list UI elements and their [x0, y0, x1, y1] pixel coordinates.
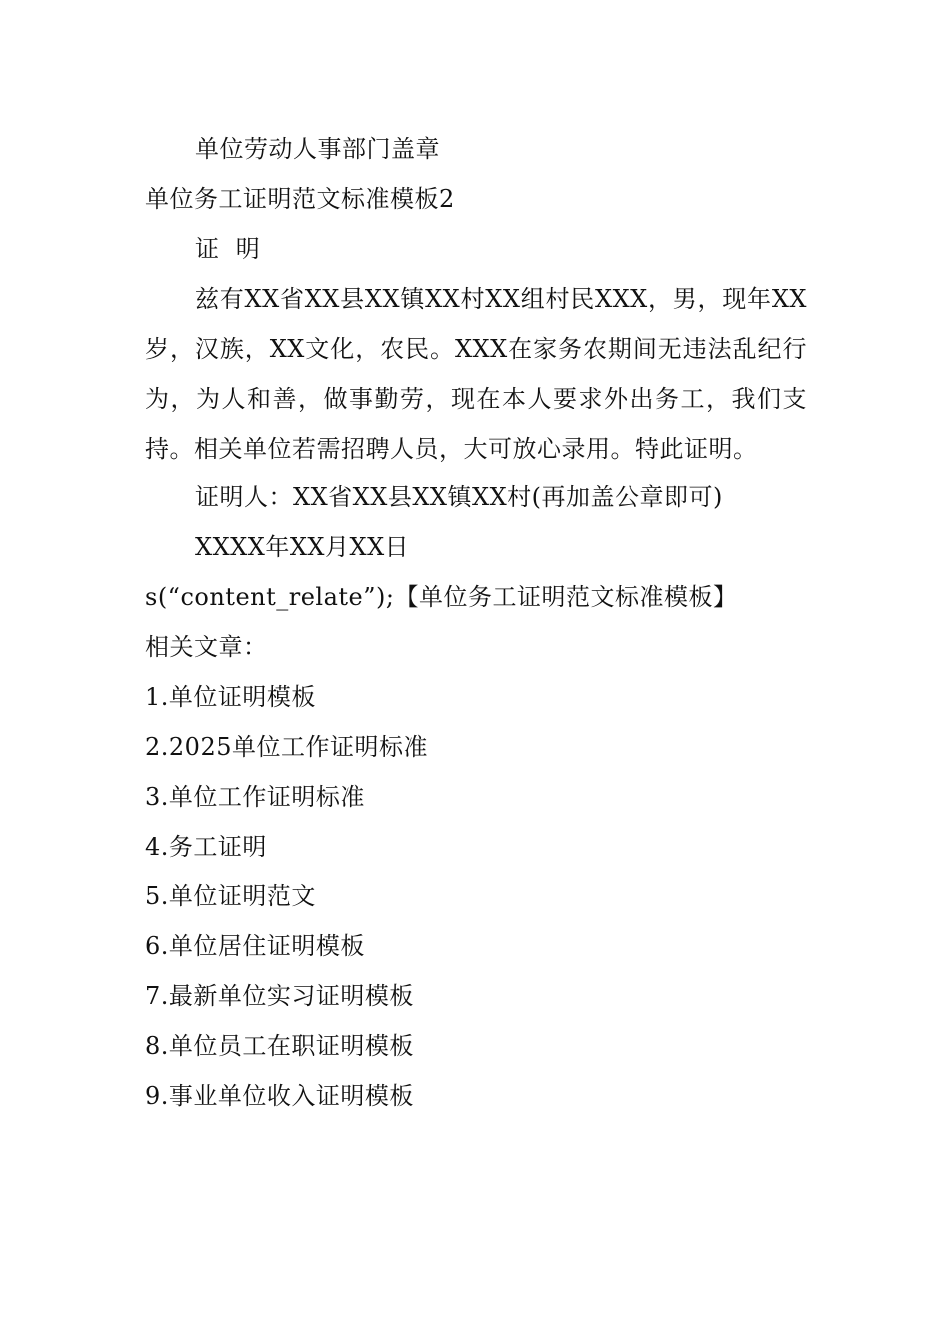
seal-line: 单位劳动人事部门盖章 — [195, 135, 440, 163]
related-article-link[interactable]: 4.务工证明 — [145, 833, 267, 861]
script-line: s(“content_relate”);【单位务工证明范文标准模板】 — [145, 583, 738, 611]
related-heading: 相关文章： — [145, 633, 268, 661]
certificate-heading: 证 明 — [195, 235, 261, 263]
related-article-link[interactable]: 1.单位证明模板 — [145, 683, 316, 711]
related-article-link[interactable]: 5.单位证明范文 — [145, 882, 316, 910]
related-article-link[interactable]: 3.单位工作证明标准 — [145, 783, 365, 811]
related-article-link[interactable]: 2.2025单位工作证明标准 — [145, 733, 428, 761]
certificate-body: 兹有XX省XX县XX镇XX村XX组村民XXX，男，现年XX岁，汉族，XX文化，农民。XXX在家务农期间无违法乱纪行为，为人和善，做事勤劳，现在本人要求外出务工，我们支持。相关单位若需招聘人员，大可放心录用。特此证明。 — [145, 285, 807, 463]
related-article-link[interactable]: 9.事业单位收入证明模板 — [145, 1082, 414, 1110]
related-article-link[interactable]: 6.单位居住证明模板 — [145, 932, 365, 960]
certifier-line: 证明人：XX省XX县XX镇XX村(再加盖公章即可) — [195, 483, 723, 511]
section-title: 单位务工证明范文标准模板2 — [145, 185, 455, 213]
related-article-link[interactable]: 8.单位员工在职证明模板 — [145, 1032, 414, 1060]
related-article-link[interactable]: 7.最新单位实习证明模板 — [145, 982, 414, 1010]
date-line: XXXX年XX月XX日 — [195, 533, 410, 561]
